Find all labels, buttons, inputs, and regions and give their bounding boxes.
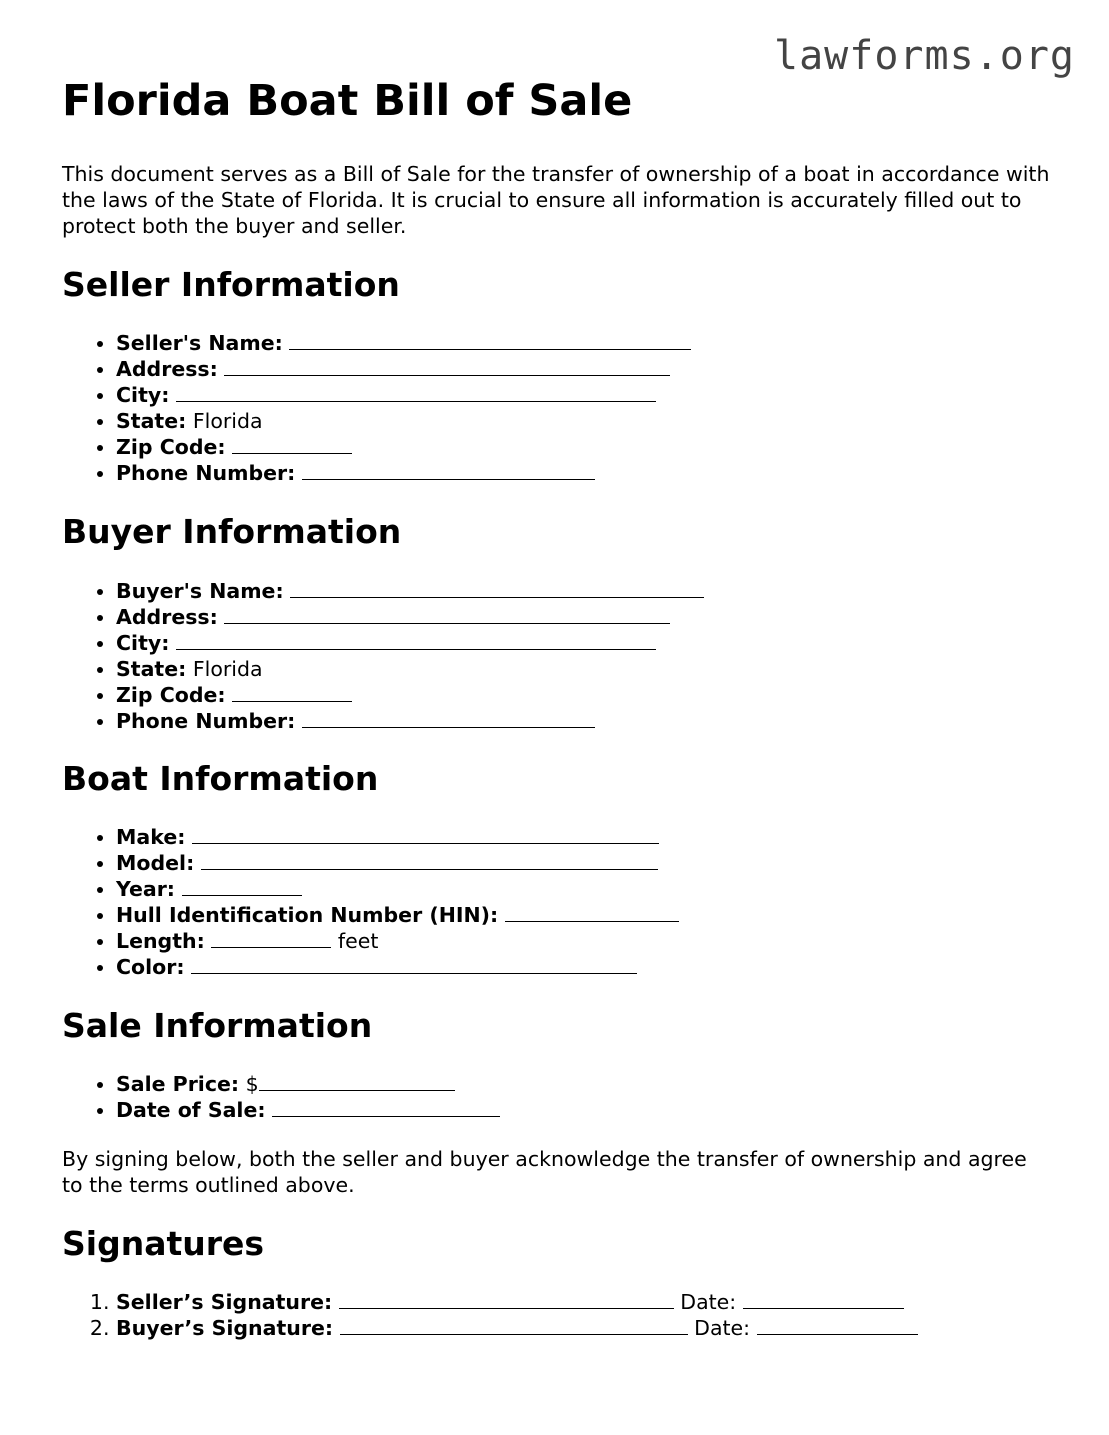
seller-zip-label: Zip Code: [116,435,226,459]
boat-year-field[interactable] [182,877,302,896]
seller-state-label: State: [116,409,187,433]
boat-make-item [116,824,679,850]
sale-price-field[interactable] [259,1072,455,1091]
seller-city-item [116,382,691,408]
boat-color-field[interactable] [191,955,637,974]
seller-city-field[interactable] [176,383,656,402]
boat-year-label: Year: [116,877,176,901]
boat-length-item [116,928,679,954]
buyer-state-value: Florida [192,657,263,681]
seller-signature-item [116,1289,918,1315]
boat-color-item [116,954,679,980]
seller-name-field[interactable] [289,331,691,350]
sale-field-list [62,1071,500,1123]
boat-model-label: Model: [116,851,195,875]
acknowledgement-paragraph: By signing below, both the seller and buyer acknowledge the transfer of ownership and agree to the terms outlined above. [62,1147,1027,1197]
intro-paragraph: This document serves as a Bill of Sale for the transfer of ownership of a boat in accordance with the laws of the State of Florida. It is crucial to ensure all information is accurately filled out to protect both the buyer and seller. [62,162,1050,238]
seller-phone-label: Phone Number: [116,461,296,485]
buyer-signature-field[interactable] [340,1316,688,1335]
seller-signature-label: Seller’s Signature: [116,1290,333,1314]
boat-hin-item [116,902,679,928]
sale-price-label: Sale Price: [116,1072,240,1096]
buyer-state-label: State: [116,657,187,681]
boat-length-unit: feet [337,929,379,953]
sale-price-item [116,1071,500,1097]
boat-hin-label: Hull Identification Number (HIN): [116,903,499,927]
seller-name-label: Seller's Name: [116,331,283,355]
boat-make-label: Make: [116,825,186,849]
seller-date-label: Date: [680,1290,737,1314]
boat-model-item [116,850,679,876]
buyer-name-label: Buyer's Name: [116,579,284,603]
signature-list [62,1289,918,1341]
buyer-address-label: Address: [116,605,218,629]
boat-color-label: Color: [116,955,185,979]
seller-city-label: City: [116,383,170,407]
buyer-address-item [116,604,704,630]
seller-address-label: Address: [116,357,218,381]
buyer-phone-label: Phone Number: [116,709,296,733]
buyer-city-item [116,630,704,656]
boat-section-heading: Boat Information [62,759,379,798]
boat-hin-field[interactable] [505,903,679,922]
buyer-address-field[interactable] [224,605,670,624]
buyer-signature-item [116,1315,918,1341]
boat-length-field[interactable] [211,929,331,948]
signatures-section-heading: Signatures [62,1224,265,1263]
buyer-date-field[interactable] [757,1316,918,1335]
buyer-signature-label: Buyer’s Signature: [116,1316,334,1340]
seller-signature-field[interactable] [339,1290,674,1309]
seller-address-item [116,356,691,382]
buyer-zip-field[interactable] [232,683,352,702]
boat-length-label: Length: [116,929,205,953]
buyer-zip-item [116,682,704,708]
buyer-city-field[interactable] [176,631,656,650]
seller-state-item [116,408,691,434]
buyer-date-label: Date: [694,1316,751,1340]
seller-state-value: Florida [192,409,263,433]
boat-year-item [116,876,679,902]
buyer-city-label: City: [116,631,170,655]
sale-date-item [116,1097,500,1123]
boat-field-list [62,824,679,980]
buyer-name-field[interactable] [290,579,704,598]
buyer-name-item [116,578,704,604]
boat-make-field[interactable] [192,825,659,844]
seller-name-item [116,330,691,356]
seller-phone-field[interactable] [302,461,595,480]
sale-date-label: Date of Sale: [116,1098,266,1122]
buyer-phone-field[interactable] [302,709,595,728]
seller-section-heading: Seller Information [62,265,400,304]
buyer-state-item [116,656,704,682]
seller-address-field[interactable] [224,357,670,376]
buyer-field-list [62,578,704,734]
seller-date-field[interactable] [743,1290,904,1309]
sale-section-heading: Sale Information [62,1006,373,1045]
boat-model-field[interactable] [201,851,658,870]
seller-phone-item [116,460,691,486]
document-title: Florida Boat Bill of Sale [62,76,633,126]
currency-symbol: $ [245,1072,259,1096]
buyer-section-heading: Buyer Information [62,512,402,551]
seller-zip-item [116,434,691,460]
sale-date-field[interactable] [272,1098,500,1117]
seller-zip-field[interactable] [232,435,352,454]
buyer-phone-item [116,708,704,734]
watermark-logo: lawforms.org [774,33,1075,79]
buyer-zip-label: Zip Code: [116,683,226,707]
seller-field-list [62,330,691,486]
